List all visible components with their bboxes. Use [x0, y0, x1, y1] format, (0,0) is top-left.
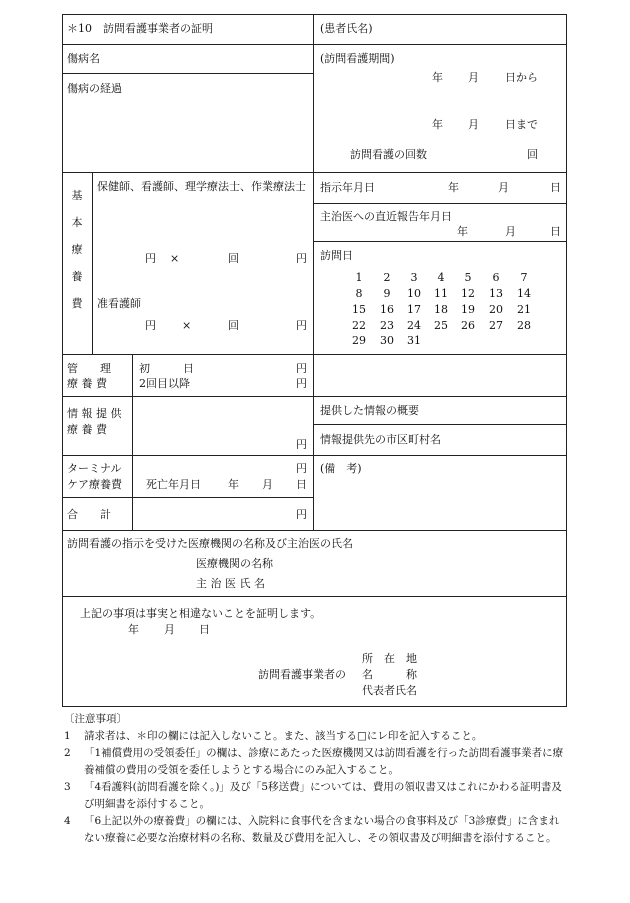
total-yen: 円	[296, 508, 307, 521]
info-city-label: 情報提供先の市区町村名	[320, 433, 441, 446]
visit-day-cell: 2	[383, 271, 391, 284]
visit-from-year: 年	[432, 71, 443, 84]
management-label-1: 管 理	[67, 362, 111, 375]
visit-day-cell: 26	[461, 319, 475, 332]
death-year: 年	[228, 478, 239, 491]
cert-day: 日	[199, 623, 210, 636]
staff2-label: 准看護師	[97, 297, 141, 310]
visit-day-cell: 13	[489, 287, 503, 300]
visit-day-cell: 19	[461, 303, 475, 316]
patient-name-label: (患者氏名)	[320, 22, 373, 35]
visit-to-month: 月	[468, 118, 479, 131]
staff2-kai: 回	[228, 319, 239, 332]
visit-day-cell: 20	[489, 303, 503, 316]
cert-year: 年	[128, 623, 139, 636]
visit-days-label: 訪問日	[320, 249, 353, 262]
instruction-month: 月	[498, 181, 509, 194]
visit-day-cell: 10	[407, 287, 421, 300]
management-label-2: 療 養 費	[67, 377, 107, 390]
instruction-year: 年	[448, 181, 459, 194]
visit-day-cell: 29	[352, 334, 366, 347]
visit-day-cell: 9	[383, 287, 391, 300]
disease-name-label: 傷病名	[67, 52, 100, 65]
instruction-date-label: 指示年月日	[320, 181, 375, 194]
report-date-label: 主治医への直近報告年月日	[320, 210, 452, 223]
provider-label: 訪問看護事業者の	[258, 668, 346, 681]
management-second-day: 2回目以降	[139, 377, 190, 390]
staff1-times: ×	[170, 252, 180, 265]
certification-statement: 上記の事項は事実と相違ないことを証明します。	[80, 607, 322, 620]
medical-institution-title: 訪問看護の指示を受けた医療機関の名称及び主治医の氏名	[67, 537, 353, 550]
provider-address-label: 所 在 地	[362, 652, 417, 665]
visit-from-day: 日から	[505, 71, 538, 84]
staff1-kai: 回	[228, 252, 239, 265]
info-label-1: 情 報 提 供	[67, 407, 122, 420]
visit-day-cell: 5	[464, 271, 472, 284]
report-day: 日	[550, 225, 561, 238]
note-item: 4 「6上記以外の療養費」の欄には、入院料に食事代を含まない場合の食事料及び「3診療費」に含まれない療養に必要な治療材料の名称、数量及び費用を記入し、その領収書及び明細書を添付すること。	[64, 815, 560, 844]
visit-day-cell: 1	[355, 271, 363, 284]
remarks-label: (備 考)	[320, 462, 362, 475]
institution-name-label: 医療機関の名称	[196, 557, 273, 570]
management-first-day: 初 日	[139, 362, 194, 375]
death-month: 月	[262, 478, 273, 491]
visit-to-year: 年	[432, 118, 443, 131]
doctor-name-label: 主 治 医 氏 名	[196, 577, 265, 590]
info-label-2: 療 養 費	[67, 423, 107, 436]
visit-day-cell: 3	[410, 271, 418, 284]
visit-day-cell: 11	[434, 287, 448, 300]
report-month: 月	[505, 225, 516, 238]
management-first-yen: 円	[296, 362, 307, 375]
info-summary-label: 提供した情報の概要	[320, 404, 419, 417]
visit-day-cell: 12	[461, 287, 475, 300]
provider-rep-label: 代表者氏名	[362, 684, 417, 697]
staff2-times: ×	[182, 319, 192, 332]
visit-day-cell: 25	[434, 319, 448, 332]
terminal-label-1: ターミナル	[67, 462, 122, 475]
visit-day-cell: 22	[352, 319, 366, 332]
visit-count-unit: 回	[527, 148, 538, 161]
visit-from-month: 月	[468, 71, 479, 84]
visit-day-cell: 4	[437, 271, 445, 284]
staff2-yen: 円	[145, 319, 156, 332]
instruction-day: 日	[550, 181, 561, 194]
notes-title: 〔注意事項〕	[64, 713, 127, 725]
visit-day-cell: 14	[517, 287, 531, 300]
notes-section	[64, 711, 564, 847]
visit-day-cell: 27	[489, 319, 503, 332]
report-year: 年	[457, 225, 468, 238]
management-second-yen: 円	[296, 377, 307, 390]
visit-day-cell: 24	[407, 319, 421, 332]
certificate-title: ＊10 訪問看護事業者の証明	[67, 22, 213, 35]
staff1-total-yen: 円	[296, 252, 307, 265]
visit-count-label: 訪問看護の回数	[350, 148, 427, 161]
provider-name-label: 名 称	[362, 668, 417, 681]
terminal-label-2: ケア療養費	[67, 478, 122, 491]
visit-day-cell: 15	[352, 303, 366, 316]
visit-day-cell: 16	[380, 303, 394, 316]
death-date-label: 死亡年月日	[146, 478, 201, 491]
visit-day-cell: 30	[380, 334, 394, 347]
basic-care-section-label: 基 本 療 養 費	[71, 189, 83, 310]
info-yen: 円	[296, 438, 307, 451]
visit-day-cell: 31	[407, 334, 421, 347]
visit-to-day: 日まで	[505, 118, 538, 131]
total-label: 合 計	[67, 508, 111, 521]
staff1-label: 保健師、看護師、理学療法士、作業療法士	[97, 180, 306, 193]
visit-day-cell: 7	[520, 271, 528, 284]
cert-month: 月	[164, 623, 175, 636]
staff2-total-yen: 円	[296, 319, 307, 332]
note-item: 3 「4看護料(訪問看護を除く。)」及び「5移送費」については、費用の領収書又はこれにかわる証明書及び明細書を添付すること。	[64, 781, 562, 810]
visit-day-cell: 21	[517, 303, 531, 316]
visit-period-label: (訪問看護期間)	[320, 52, 395, 65]
visit-day-cell: 23	[380, 319, 394, 332]
visit-day-cell: 8	[355, 287, 363, 300]
visit-day-cell: 28	[517, 319, 531, 332]
note-item: 1 請求者は、＊印の欄には記入しないこと。また、該当する□にレ印を記入すること。	[64, 730, 483, 742]
staff1-yen: 円	[145, 252, 156, 265]
disease-course-label: 傷病の経過	[67, 82, 122, 95]
visit-day-cell: 17	[407, 303, 421, 316]
death-day: 日	[296, 478, 307, 491]
terminal-yen: 円	[296, 462, 307, 475]
note-item: 2 「1補償費用の受領委任」の欄は、診療にあたった医療機関又は訪問看護を行った訪問看護事業者に療養補償の費用の受領を委任しようとする場合にのみ記入すること。	[64, 747, 564, 776]
visit-day-cell: 6	[492, 271, 500, 284]
visit-day-cell: 18	[434, 303, 448, 316]
